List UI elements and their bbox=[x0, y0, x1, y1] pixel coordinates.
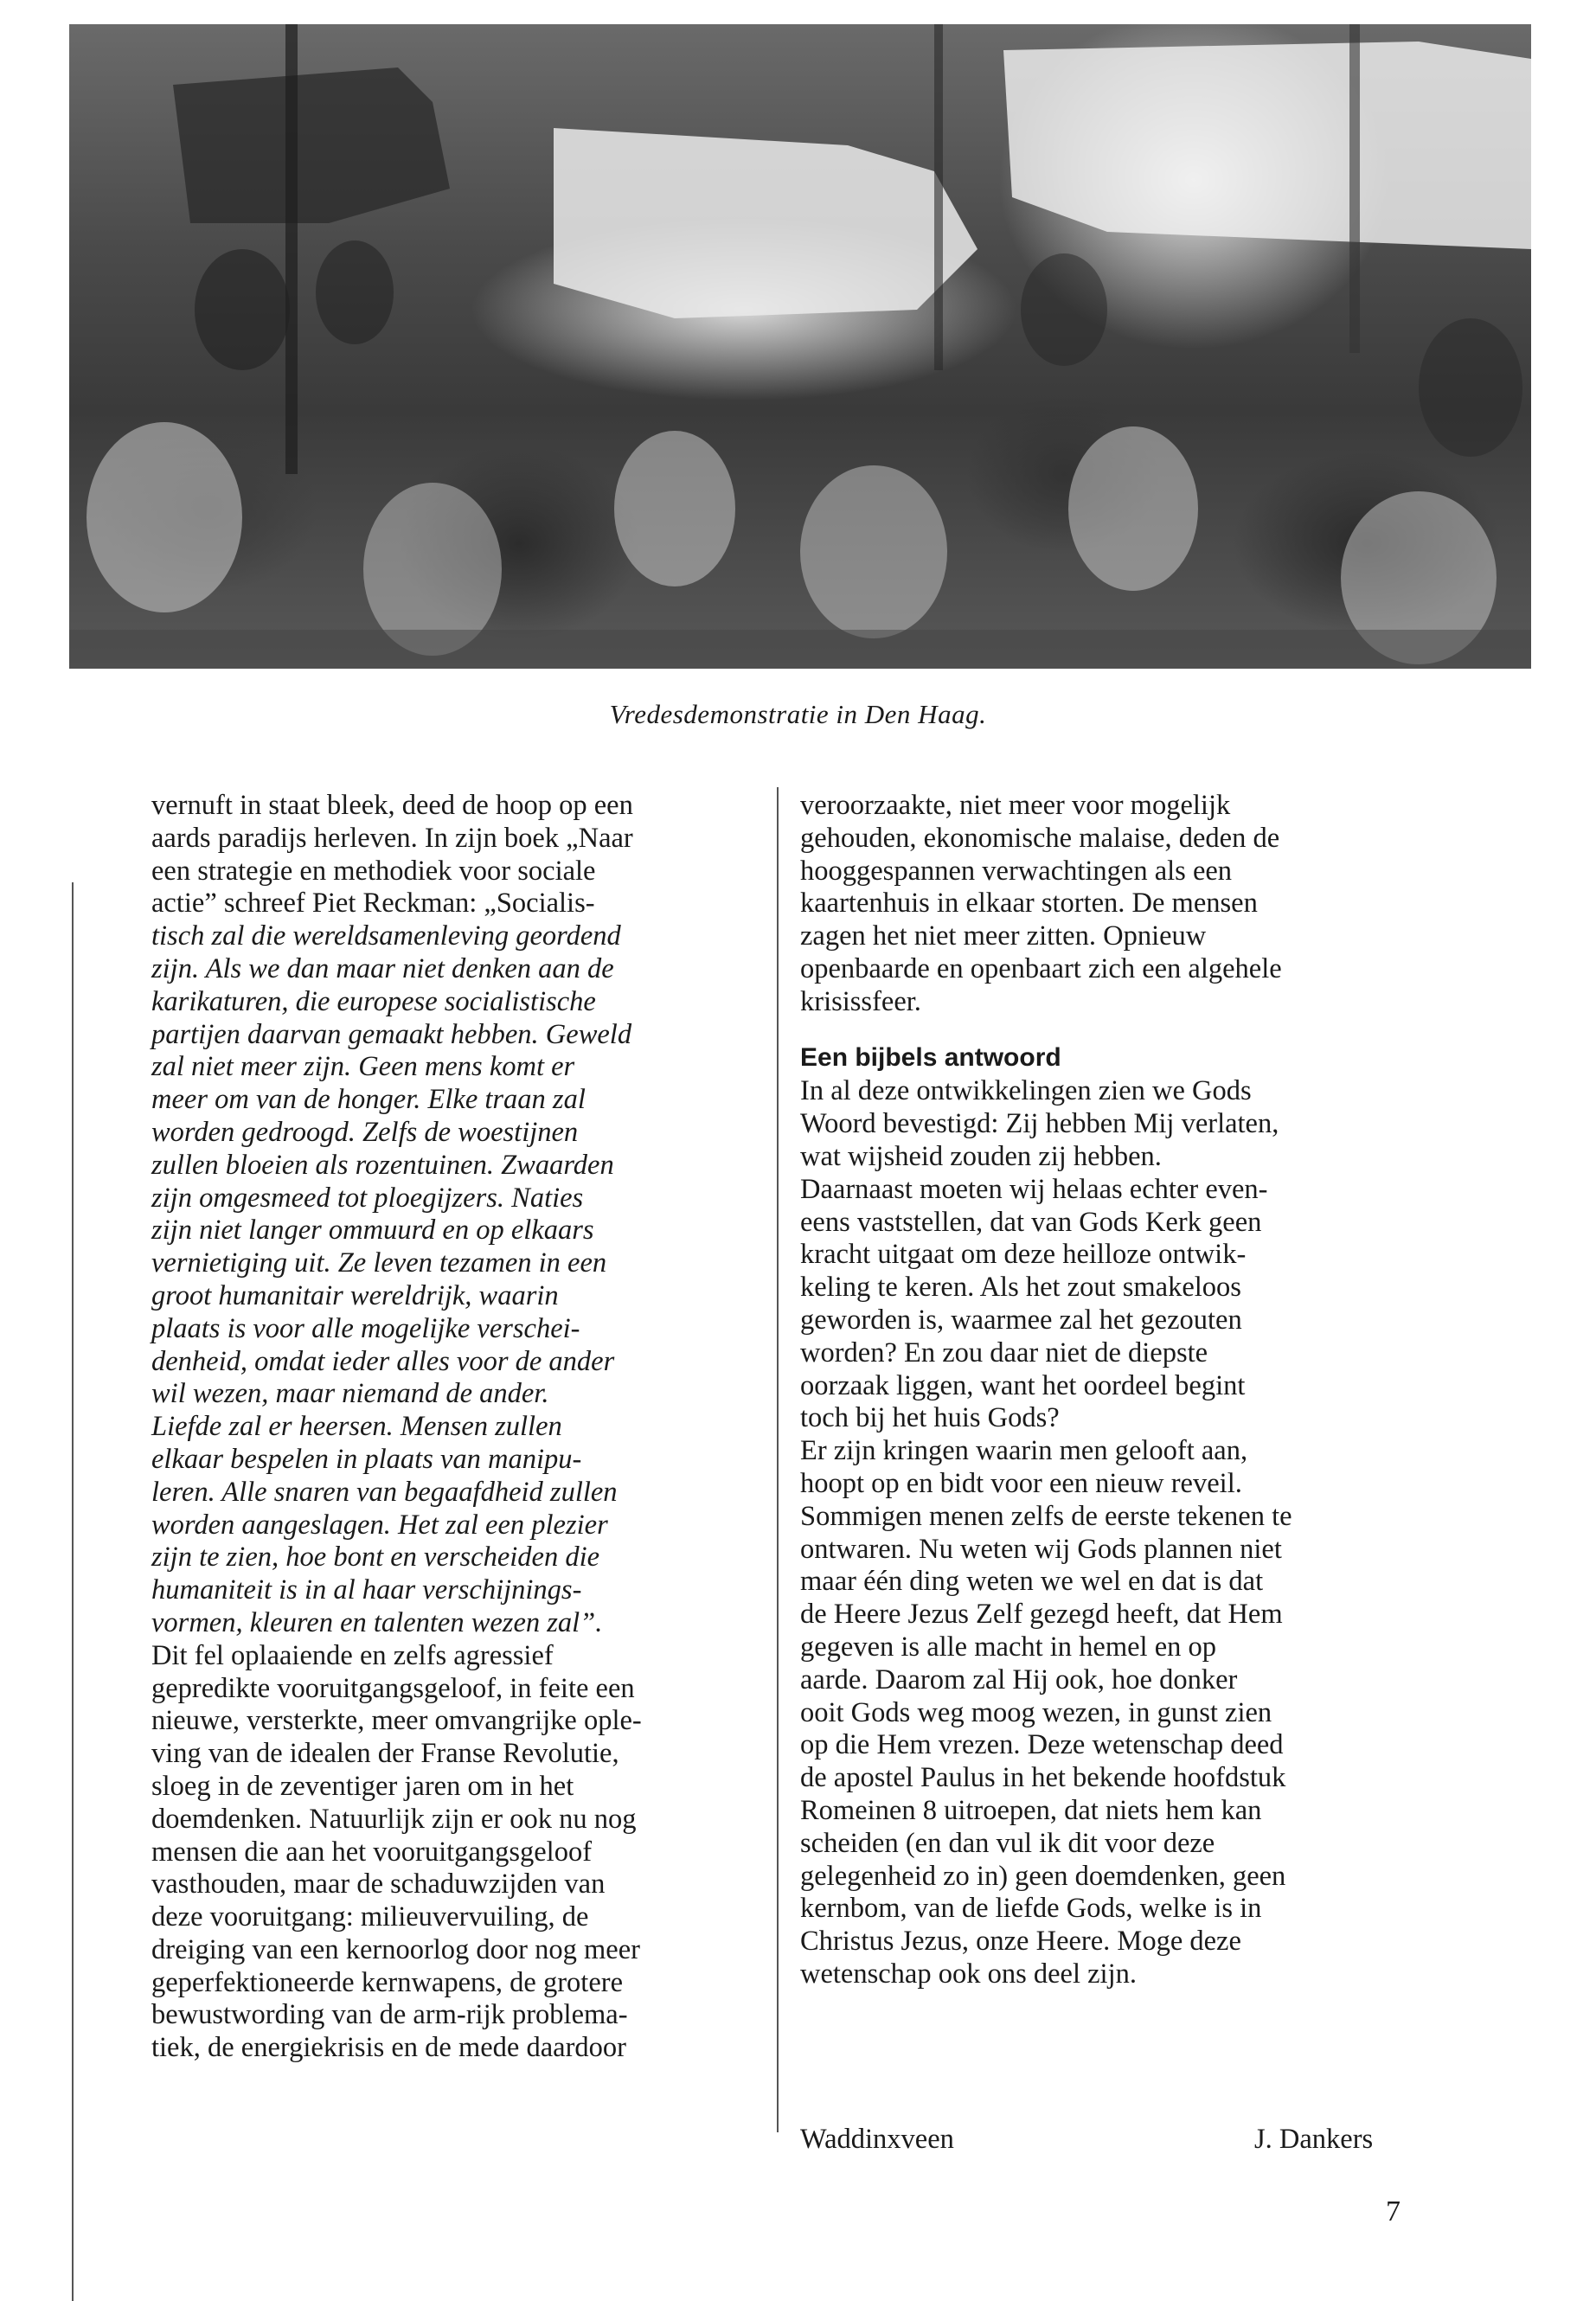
text-line: Dit fel oplaaiende en zelfs agressief bbox=[151, 1639, 554, 1671]
text-line: Christus Jezus, onze Heere. Moge deze bbox=[800, 1926, 1241, 1958]
text-line: worden? En zou daar niet de diepste bbox=[800, 1336, 1208, 1368]
text-line: wil wezen, maar niemand de ander. bbox=[151, 1378, 549, 1410]
text-line: toch bij het huis Gods? bbox=[800, 1402, 1060, 1434]
signature-place: Waddinxveen bbox=[800, 2124, 954, 2155]
text-line: wetenschap ook ons deel zijn. bbox=[800, 1958, 1137, 1990]
text-line: worden gedroogd. Zelfs de woestijnen bbox=[151, 1116, 579, 1148]
text-line: kernbom, van de liefde Gods, welke is in bbox=[800, 1893, 1262, 1925]
text-line: denheid, omdat ieder alles voor de ander bbox=[151, 1345, 615, 1377]
text-line: ooit Gods weg moog wezen, in gunst zien bbox=[800, 1696, 1272, 1728]
text-line: kracht uitgaat om deze heilloze ontwik- bbox=[800, 1239, 1247, 1271]
text-line: ontwaren. Nu weten wij Gods plannen niet bbox=[800, 1533, 1282, 1565]
text-line: aards paradijs herleven. In zijn boek „Naar bbox=[151, 822, 633, 854]
text-line: doemdenken. Natuurlijk zijn er ook nu nog bbox=[151, 1803, 637, 1835]
text-line: zijn niet langer ommuurd en op elkaars bbox=[151, 1215, 594, 1247]
demonstration-photo bbox=[69, 24, 1531, 669]
text-line: actie” schreef Piet Reckman: „Socialis- bbox=[151, 888, 595, 920]
text-line: veroorzaakte, niet meer voor mogelijk bbox=[800, 790, 1231, 821]
text-line: nieuwe, versterkte, meer omvangrijke ople- bbox=[151, 1705, 642, 1737]
text-line: zal niet meer zijn. Geen mens komt er bbox=[151, 1051, 575, 1083]
text-line: vasthouden, maar de schaduwzijden van bbox=[151, 1868, 606, 1900]
text-line: maar één ding weten we wel en dat is dat bbox=[800, 1566, 1264, 1598]
text-line: de apostel Paulus in het bekende hoofdstuk bbox=[800, 1762, 1286, 1794]
text-line: zijn. Als we dan maar niet denken aan de bbox=[151, 952, 614, 984]
text-line: op die Hem vrezen. Deze wetenschap deed bbox=[800, 1729, 1284, 1761]
text-line: kaartenhuis in elkaar storten. De mensen bbox=[800, 888, 1258, 920]
text-line: bewustwording van de arm-rijk problema- bbox=[151, 1999, 628, 2031]
text-line: groot humanitair wereldrijk, waarin bbox=[151, 1279, 559, 1311]
text-line: dreiging van een kernoorlog door nog meer bbox=[151, 1933, 640, 1965]
text-line: tisch zal die wereldsamenleving geordend bbox=[151, 920, 621, 952]
signature-author: J. Dankers bbox=[1254, 2124, 1374, 2155]
text-line: karikaturen, die europese socialistische bbox=[151, 985, 596, 1017]
column-divider bbox=[777, 787, 779, 2132]
text-line: hooggespannen verwachtingen als een bbox=[800, 855, 1233, 887]
text-line: sloeg in de zeventiger jaren om in het bbox=[151, 1770, 574, 1802]
text-line: deze vooruitgang: milieuvervuiling, de bbox=[151, 1901, 589, 1933]
photo-shapes bbox=[69, 24, 1531, 669]
text-line: de Heere Jezus Zelf gezegd heeft, dat Hem bbox=[800, 1599, 1283, 1631]
text-line: Sommigen menen zelfs de eerste tekenen te bbox=[800, 1500, 1292, 1532]
text-line: geperfektioneerde kernwapens, de grotere bbox=[151, 1966, 623, 1998]
text-line: vernietiging uit. Ze leven tezamen in een bbox=[151, 1247, 607, 1279]
text-line: zagen het niet meer zitten. Opnieuw bbox=[800, 920, 1207, 952]
text-line: Romeinen 8 uitroepen, dat niets hem kan bbox=[800, 1794, 1262, 1826]
text-line: tiek, de energiekrisis en de mede daardoor bbox=[151, 2032, 626, 2064]
text-line: meer om van de honger. Elke traan zal bbox=[151, 1084, 586, 1116]
text-line: wat wijsheid zouden zij hebben. bbox=[800, 1140, 1162, 1172]
text-line: geworden is, waarmee zal het gezouten bbox=[800, 1304, 1242, 1336]
text-line: partijen daarvan gemaakt hebben. Geweld bbox=[151, 1018, 632, 1050]
text-line: krisissfeer. bbox=[800, 985, 921, 1017]
text-line: openbaarde en openbaart zich een algehele bbox=[800, 952, 1282, 984]
text-line: keling te keren. Als het zout smakeloos bbox=[800, 1272, 1241, 1304]
section-heading: Een bijbels antwoord bbox=[800, 1042, 1061, 1072]
text-line: gegeven is alle macht in hemel en op bbox=[800, 1631, 1217, 1663]
text-line: zijn te zien, hoe bont en verscheiden die bbox=[151, 1541, 600, 1574]
page-edge-rule bbox=[72, 882, 74, 2301]
text-line: gelegenheid zo in) geen doemdenken, geen bbox=[800, 1860, 1286, 1892]
text-line: ving van de idealen der Franse Revolutie, bbox=[151, 1738, 619, 1770]
text-line: mensen die aan het vooruitgangsgeloof bbox=[151, 1836, 593, 1868]
text-line: Liefde zal er heersen. Mensen zullen bbox=[151, 1411, 562, 1443]
text-line: eens vaststellen, dat van Gods Kerk geen bbox=[800, 1206, 1262, 1238]
text-line: Er zijn kringen waarin men gelooft aan, bbox=[800, 1435, 1248, 1467]
text-line: Daarnaast moeten wij helaas echter even- bbox=[800, 1173, 1268, 1205]
right-column-body bbox=[800, 1075, 1406, 1990]
photo-caption: Vredesdemonstratie in Den Haag. bbox=[609, 699, 987, 729]
text-line: oorzaak liggen, want het oordeel begint bbox=[800, 1369, 1246, 1401]
text-line: een strategie en methodiek voor sociale bbox=[151, 855, 596, 887]
text-line: hoopt op en bidt voor een nieuw reveil. bbox=[800, 1467, 1242, 1499]
text-line: zijn omgesmeed tot ploegijzers. Naties bbox=[151, 1182, 584, 1214]
right-column-intro bbox=[800, 790, 1406, 1019]
text-line: scheiden (en dan vul ik dit voor deze bbox=[800, 1827, 1215, 1859]
text-line: vormen, kleuren en talenten wezen zal”. bbox=[151, 1606, 603, 1638]
text-line: In al deze ontwikkelingen zien we Gods bbox=[800, 1075, 1252, 1107]
text-line: worden aangeslagen. Het zal een plezier bbox=[151, 1509, 608, 1541]
text-line: Woord bevestigd: Zij hebben Mij verlaten, bbox=[800, 1108, 1279, 1140]
text-line: vernuft in staat bleek, deed de hoop op een bbox=[151, 790, 633, 821]
text-line: elkaar bespelen in plaats van manipu- bbox=[151, 1443, 582, 1475]
text-line: gepredikte vooruitgangsgeloof, in feite een bbox=[151, 1672, 635, 1704]
text-line: gehouden, ekonomische malaise, deden de bbox=[800, 822, 1280, 854]
page-number: 7 bbox=[1386, 2195, 1401, 2227]
text-line: leren. Alle snaren van begaafdheid zullen bbox=[151, 1476, 618, 1508]
text-line: aarde. Daarom zal Hij ook, hoe donker bbox=[800, 1663, 1238, 1695]
text-line: plaats is voor alle mogelijke verschei- bbox=[151, 1312, 580, 1344]
right-column bbox=[800, 790, 1406, 1991]
text-line: humaniteit is in al haar verschijnings- bbox=[151, 1574, 582, 1606]
left-column bbox=[151, 790, 757, 2065]
text-line: zullen bloeien als rozentuinen. Zwaarden bbox=[151, 1149, 614, 1181]
